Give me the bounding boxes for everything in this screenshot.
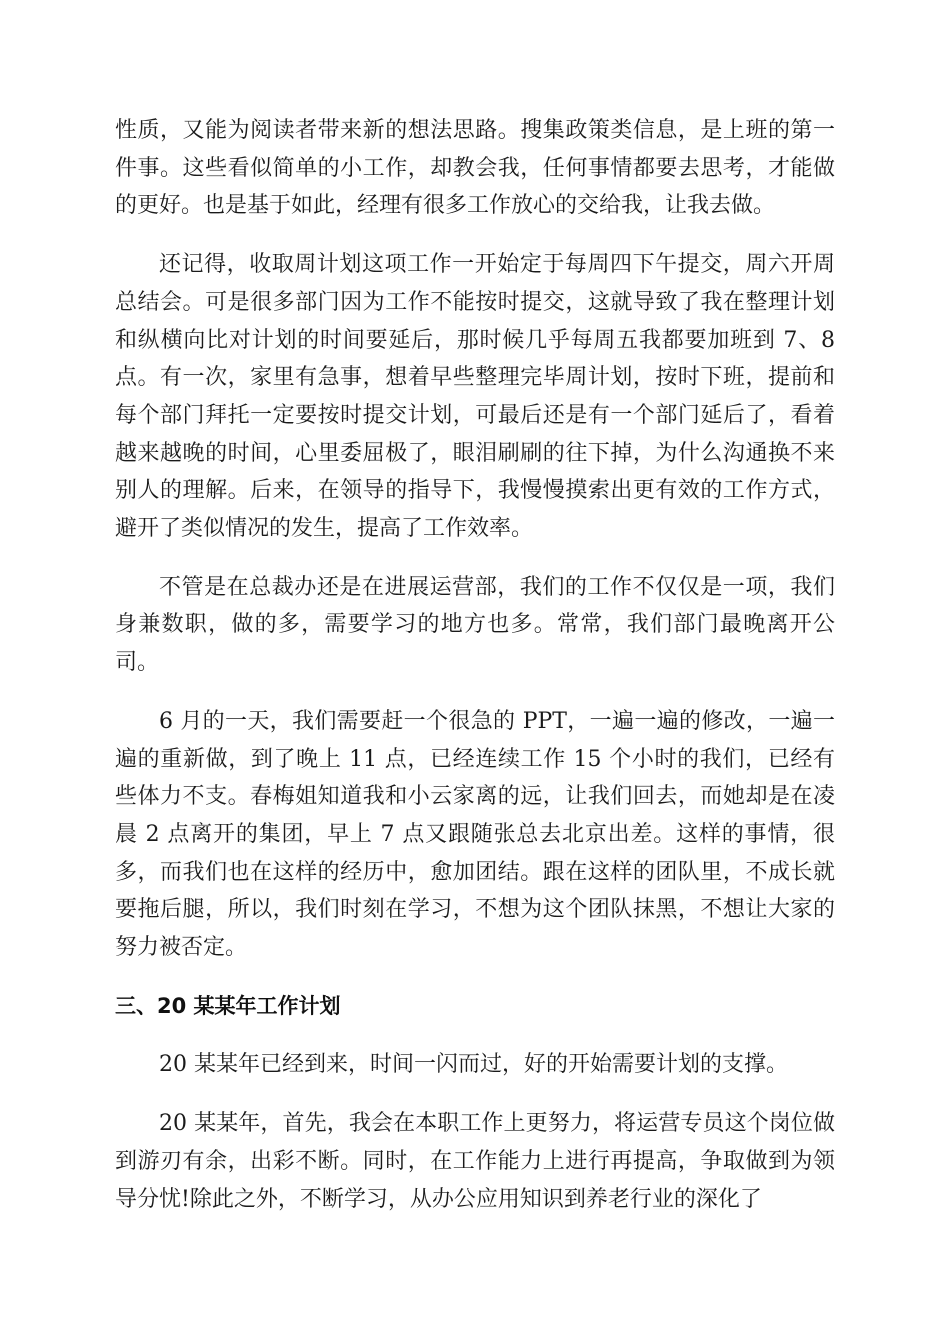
paragraph-plan-details: 20 某某年，首先，我会在本职工作上更努力，将运营专员这个岗位做到游刃有余，出彩不断。同时，在工作能力上进行再提高，争取做到为领导分忧!除此之外，不断学习，从办公应用知识到养老行业的深化了 xyxy=(115,1111,835,1212)
paragraph-plan-intro: 20 某某年已经到来，时间一闪而过，好的开始需要计划的支撑。 xyxy=(159,1052,788,1078)
document-body xyxy=(115,112,835,1239)
paragraph-multiple-roles: 不管是在总裁办还是在进展运营部，我们的工作不仅仅是一项，我们身兼数职，做的多，需要学习的地方也多。常常，我们部门最晚离开公司。 xyxy=(115,574,835,676)
paragraph-june-story: 6 月的一天，我们需要赶一个很急的 PPT，一遍一遍的修改，一遍一遍的重新做，到了晚上 11 点，已经连续工作 15 个小时的我们，已经有些体力不支。春梅姐知道我和小云家离的远，让我们回去，而她却是在凌晨 2 点离开的集团，早上 7 点又跟随张总去北京出差。这样的事情，很多，而我们也在这样的经历中，愈加团结。跟在这样的团队里，不成长就要拖后腿，所以，我们时刻在学习，不想为这个团队抹黑，不想让大家的努力被否定。 xyxy=(115,708,835,961)
section-heading-work-plan: 三、20 某某年工作计划 xyxy=(115,993,341,1018)
paragraph-continuation: 性质，又能为阅读者带来新的想法思路。搜集政策类信息，是上班的第一件事。这些看似简单的小工作，却教会我，任何事情都要去思考，才能做的更好。也是基于如此，经理有很多工作放心的交给我，让我去做。 xyxy=(115,118,835,219)
paragraph-weekly-plan: 还记得，收取周计划这项工作一开始定于每周四下午提交，周六开周总结会。可是很多部门因为工作不能按时提交，这就导致了我在整理计划和纵横向比对计划的时间要延后，那时候几乎每周五我都要加班到 7、8 点。有一次，家里有急事，想着早些整理完毕周计划，按时下班，提前和每个部门拜托一定要按时提交计划，可最后还是有一个部门延后了，看着越来越晚的时间，心里委屈极了，眼泪刷刷的往下掉，为什么沟通换不来别人的理解。后来，在领导的指导下，我慢慢摸索出更有效的工作方式，避开了类似情况的发生，提高了工作效率。 xyxy=(115,252,835,542)
